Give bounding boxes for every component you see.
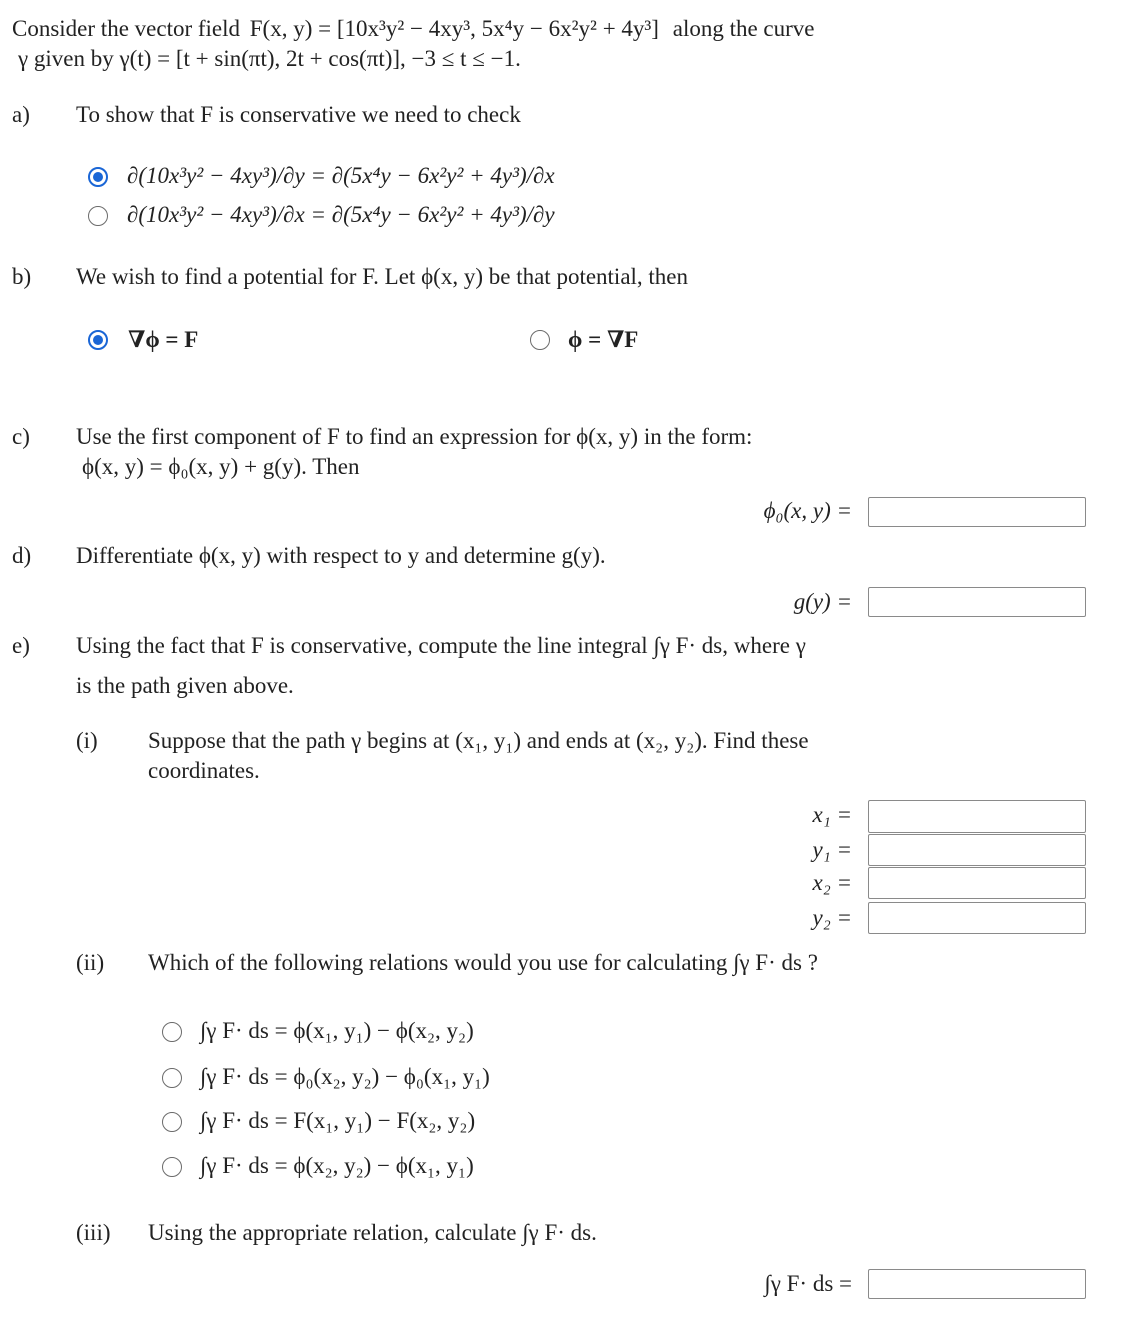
part-a-label: a) [12,102,30,127]
sub-i-prompt-line2: coordinates. [148,758,260,783]
part-a-prompt: To show that F is conservative we need to check [76,102,521,127]
part-d-label: d) [12,543,32,568]
y1-input[interactable] [868,834,1086,866]
part-b-option-1-radio[interactable] [88,330,108,350]
sub-ii-option-1-radio[interactable] [162,1022,182,1042]
sub-ii-option-2-text: ∫γ F· ds = ϕ₀(x₂, y₂) − ϕ₀(x₁, y₁) [200,1064,490,1089]
sub-ii-option-4-text: ∫γ F· ds = ϕ(x₂, y₂) − ϕ(x₁, y₁) [200,1153,474,1178]
sub-iii-prompt: Using the appropriate relation, calculate ∫γ F· ds. [148,1220,597,1245]
phi0-answer-label: ϕ₀(x, y) = [763,498,852,523]
phi0-answer-input[interactable] [868,497,1086,527]
part-b-option-1-text: ∇ϕ = F [128,327,199,352]
y1-label: y₁ = [812,837,852,862]
sub-ii-option-1-text: ∫γ F· ds = ϕ(x₁, y₁) − ϕ(x₂, y₂) [200,1018,474,1043]
part-e-label: e) [12,633,30,658]
part-a-option-1-text: ∂(10x³y² − 4xy³)/∂y = ∂(5x⁴y − 6x²y² + 4y³)/∂x [127,163,555,188]
part-c-prompt-line1: Use the first component of F to find an expression for ϕ(x, y) in the form: [76,424,753,449]
part-e-prompt-line2: is the path given above. [76,673,294,698]
y2-input[interactable] [868,902,1086,934]
g-answer-label: g(y) = [793,589,852,614]
part-b-option-2-text: ϕ = ∇F [568,327,639,352]
problem-statement-line2: γ given by γ(t) = [t + sin(πt), 2t + cos(πt)], −3 ≤ t ≤ −1. [18,46,521,71]
part-e-prompt-line1: Using the fact that F is conservative, compute the line integral ∫γ F· ds, where γ [76,633,806,658]
intro-text: Consider the vector field [12,16,241,41]
x2-input[interactable] [868,867,1086,899]
part-b-prompt: We wish to find a potential for F. Let ϕ(x, y) be that potential, then [76,264,689,289]
part-a-option-1-radio[interactable] [88,167,108,187]
sub-iii-label: (iii) [76,1220,111,1245]
sub-ii-option-4-radio[interactable] [162,1157,182,1177]
intro-tail: along the curve [672,16,815,41]
y2-label: y₂ = [812,905,852,930]
sub-ii-option-3-text: ∫γ F· ds = F(x₁, y₁) − F(x₂, y₂) [200,1108,476,1133]
x2-label: x₂ = [812,870,852,895]
problem-statement-line1 [12,16,815,42]
sub-ii-label: (ii) [76,950,105,975]
sub-ii-option-2-radio[interactable] [162,1068,182,1088]
part-c-label: c) [12,424,30,449]
part-b-option-2-radio[interactable] [530,330,550,350]
part-d-prompt: Differentiate ϕ(x, y) with respect to y and determine g(y). [76,543,606,568]
vector-field-expression: F(x, y) = [10x³y² − 4xy³, 5x⁴y − 6x²y² + 4y³] [249,16,659,41]
part-a-option-2-radio[interactable] [88,206,108,226]
sub-ii-option-3-radio[interactable] [162,1112,182,1132]
sub-i-prompt-line1: Suppose that the path γ begins at (x₁, y₁) and ends at (x₂, y₂). Find these [148,728,809,753]
part-b-label: b) [12,264,32,289]
sub-i-label: (i) [76,728,98,753]
line-integral-answer-input[interactable] [868,1269,1086,1299]
part-a-option-2-text: ∂(10x³y² − 4xy³)/∂x = ∂(5x⁴y − 6x²y² + 4y³)/∂y [127,202,555,227]
g-answer-input[interactable] [868,587,1086,617]
part-c-prompt-line2: ϕ(x, y) = ϕ₀(x, y) + g(y). Then [82,454,360,479]
line-integral-answer-label: ∫γ F· ds = [764,1271,852,1296]
sub-ii-prompt: Which of the following relations would you use for calculating ∫γ F· ds ? [148,950,818,975]
x1-input[interactable] [868,800,1086,833]
x1-label: x₁ = [812,802,852,827]
